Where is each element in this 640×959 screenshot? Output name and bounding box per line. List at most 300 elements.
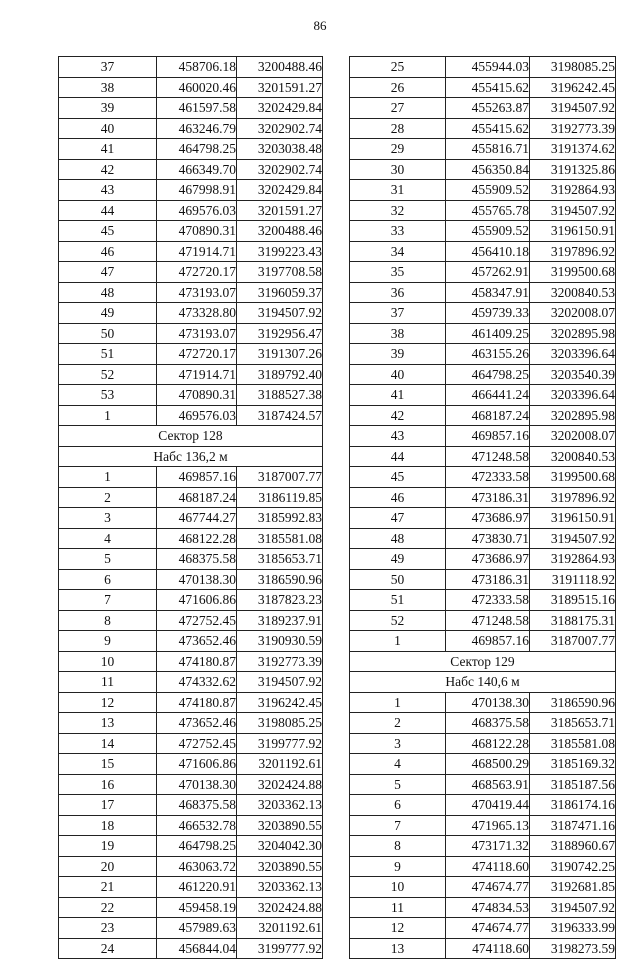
- x-coordinate-cell: 463246.79: [157, 118, 237, 139]
- table-row: [350, 815, 616, 836]
- x-coordinate-cell: 471248.58: [446, 610, 530, 631]
- point-number-cell: 49: [350, 549, 446, 570]
- point-number-cell: 37: [350, 303, 446, 324]
- x-coordinate-cell: 468187.24: [157, 487, 237, 508]
- table-row: [350, 713, 616, 734]
- table-row: [350, 180, 616, 201]
- coordinates-table-left: [58, 56, 323, 959]
- x-coordinate-cell: 473193.07: [157, 323, 237, 344]
- point-number-cell: 3: [350, 733, 446, 754]
- table-row: [350, 631, 616, 652]
- x-coordinate-cell: 464798.25: [157, 836, 237, 857]
- table-row: [350, 200, 616, 221]
- table-row: [350, 795, 616, 816]
- point-number-cell: 20: [59, 856, 157, 877]
- y-coordinate-cell: 3201192.61: [237, 918, 323, 939]
- table-row: [59, 631, 323, 652]
- x-coordinate-cell: 474118.60: [446, 856, 530, 877]
- y-coordinate-cell: 3203396.64: [530, 344, 616, 365]
- x-coordinate-cell: 459739.33: [446, 303, 530, 324]
- point-number-cell: 51: [350, 590, 446, 611]
- x-coordinate-cell: 461409.25: [446, 323, 530, 344]
- table-row: [350, 774, 616, 795]
- table-row: [59, 344, 323, 365]
- point-number-cell: 15: [59, 754, 157, 775]
- point-number-cell: 48: [59, 282, 157, 303]
- point-number-cell: 47: [59, 262, 157, 283]
- point-number-cell: 43: [350, 426, 446, 447]
- y-coordinate-cell: 3192864.93: [530, 549, 616, 570]
- x-coordinate-cell: 472333.58: [446, 467, 530, 488]
- table-row: [350, 467, 616, 488]
- y-coordinate-cell: 3194507.92: [530, 528, 616, 549]
- y-coordinate-cell: 3185653.71: [237, 549, 323, 570]
- x-coordinate-cell: 469857.16: [446, 426, 530, 447]
- y-coordinate-cell: 3203890.55: [237, 815, 323, 836]
- y-coordinate-cell: 3190742.25: [530, 856, 616, 877]
- x-coordinate-cell: 455944.03: [446, 57, 530, 78]
- point-number-cell: 50: [350, 569, 446, 590]
- point-number-cell: 27: [350, 98, 446, 119]
- point-number-cell: 12: [59, 692, 157, 713]
- x-coordinate-cell: 473328.80: [157, 303, 237, 324]
- point-number-cell: 45: [59, 221, 157, 242]
- y-coordinate-cell: 3196242.45: [530, 77, 616, 98]
- table-row: [59, 836, 323, 857]
- point-number-cell: 28: [350, 118, 446, 139]
- y-coordinate-cell: 3187823.23: [237, 590, 323, 611]
- y-coordinate-cell: 3198085.25: [530, 57, 616, 78]
- y-coordinate-cell: 3203396.64: [530, 385, 616, 406]
- y-coordinate-cell: 3196150.91: [530, 508, 616, 529]
- x-coordinate-cell: 471965.13: [446, 815, 530, 836]
- table-row: [350, 938, 616, 959]
- y-coordinate-cell: 3202429.84: [237, 180, 323, 201]
- y-coordinate-cell: 3186590.96: [530, 692, 616, 713]
- y-coordinate-cell: 3194507.92: [530, 897, 616, 918]
- table-row: [59, 98, 323, 119]
- point-number-cell: 21: [59, 877, 157, 898]
- x-coordinate-cell: 471914.71: [157, 364, 237, 385]
- table-row: [350, 610, 616, 631]
- point-number-cell: 52: [59, 364, 157, 385]
- y-coordinate-cell: 3202895.98: [530, 405, 616, 426]
- point-number-cell: 43: [59, 180, 157, 201]
- table-row: [350, 385, 616, 406]
- table-row: [59, 795, 323, 816]
- point-number-cell: 1: [59, 405, 157, 426]
- x-coordinate-cell: 466349.70: [157, 159, 237, 180]
- table-row: [59, 303, 323, 324]
- x-coordinate-cell: 470138.30: [157, 774, 237, 795]
- point-number-cell: 24: [59, 938, 157, 959]
- y-coordinate-cell: 3186119.85: [237, 487, 323, 508]
- table-row: [59, 57, 323, 78]
- table-row: [59, 241, 323, 262]
- table-row: [59, 590, 323, 611]
- table-row: [59, 938, 323, 959]
- table-row: [350, 549, 616, 570]
- point-number-cell: 7: [350, 815, 446, 836]
- point-number-cell: 8: [350, 836, 446, 857]
- y-coordinate-cell: 3196059.37: [237, 282, 323, 303]
- x-coordinate-cell: 468500.29: [446, 754, 530, 775]
- point-number-cell: 31: [350, 180, 446, 201]
- x-coordinate-cell: 458347.91: [446, 282, 530, 303]
- y-coordinate-cell: 3186174.16: [530, 795, 616, 816]
- point-number-cell: 39: [350, 344, 446, 365]
- y-coordinate-cell: 3199777.92: [237, 938, 323, 959]
- point-number-cell: 10: [350, 877, 446, 898]
- y-coordinate-cell: 3186590.96: [237, 569, 323, 590]
- sector-header-row: [350, 672, 616, 693]
- sector-header-text: Сектор 128: [59, 426, 323, 447]
- point-number-cell: 47: [350, 508, 446, 529]
- point-number-cell: 4: [59, 528, 157, 549]
- table-row: [350, 159, 616, 180]
- x-coordinate-cell: 473652.46: [157, 631, 237, 652]
- y-coordinate-cell: 3196333.99: [530, 918, 616, 939]
- table-row: [59, 733, 323, 754]
- x-coordinate-cell: 455816.71: [446, 139, 530, 160]
- x-coordinate-cell: 464798.25: [157, 139, 237, 160]
- y-coordinate-cell: 3187007.77: [237, 467, 323, 488]
- y-coordinate-cell: 3203362.13: [237, 795, 323, 816]
- y-coordinate-cell: 3202902.74: [237, 159, 323, 180]
- y-coordinate-cell: 3187007.77: [530, 631, 616, 652]
- y-coordinate-cell: 3202424.88: [237, 897, 323, 918]
- point-number-cell: 40: [59, 118, 157, 139]
- x-coordinate-cell: 466441.24: [446, 385, 530, 406]
- y-coordinate-cell: 3202424.88: [237, 774, 323, 795]
- x-coordinate-cell: 473686.97: [446, 508, 530, 529]
- y-coordinate-cell: 3189515.16: [530, 590, 616, 611]
- point-number-cell: 45: [350, 467, 446, 488]
- point-number-cell: 29: [350, 139, 446, 160]
- y-coordinate-cell: 3191307.26: [237, 344, 323, 365]
- y-coordinate-cell: 3196242.45: [237, 692, 323, 713]
- y-coordinate-cell: 3200488.46: [237, 57, 323, 78]
- y-coordinate-cell: 3188175.31: [530, 610, 616, 631]
- x-coordinate-cell: 472720.17: [157, 262, 237, 283]
- x-coordinate-cell: 474674.77: [446, 918, 530, 939]
- sector-header-text: Набс 140,6 м: [350, 672, 616, 693]
- table-row: [350, 569, 616, 590]
- point-number-cell: 6: [350, 795, 446, 816]
- point-number-cell: 46: [59, 241, 157, 262]
- y-coordinate-cell: 3201591.27: [237, 77, 323, 98]
- point-number-cell: 9: [59, 631, 157, 652]
- x-coordinate-cell: 473186.31: [446, 487, 530, 508]
- x-coordinate-cell: 458706.18: [157, 57, 237, 78]
- point-number-cell: 3: [59, 508, 157, 529]
- y-coordinate-cell: 3198085.25: [237, 713, 323, 734]
- table-row: [59, 364, 323, 385]
- point-number-cell: 11: [350, 897, 446, 918]
- y-coordinate-cell: 3189792.40: [237, 364, 323, 385]
- y-coordinate-cell: 3202902.74: [237, 118, 323, 139]
- point-number-cell: 19: [59, 836, 157, 857]
- x-coordinate-cell: 457262.91: [446, 262, 530, 283]
- point-number-cell: 53: [59, 385, 157, 406]
- point-number-cell: 34: [350, 241, 446, 262]
- point-number-cell: 26: [350, 77, 446, 98]
- table-row: [350, 241, 616, 262]
- y-coordinate-cell: 3192956.47: [237, 323, 323, 344]
- point-number-cell: 6: [59, 569, 157, 590]
- y-coordinate-cell: 3191374.62: [530, 139, 616, 160]
- y-coordinate-cell: 3199500.68: [530, 467, 616, 488]
- y-coordinate-cell: 3201591.27: [237, 200, 323, 221]
- table-row: [350, 139, 616, 160]
- point-number-cell: 37: [59, 57, 157, 78]
- y-coordinate-cell: 3202008.07: [530, 303, 616, 324]
- x-coordinate-cell: 470138.30: [446, 692, 530, 713]
- table-row: [59, 815, 323, 836]
- y-coordinate-cell: 3199223.43: [237, 241, 323, 262]
- table-row: [59, 159, 323, 180]
- x-coordinate-cell: 468122.28: [446, 733, 530, 754]
- sector-header-text: Набс 136,2 м: [59, 446, 323, 467]
- x-coordinate-cell: 470890.31: [157, 221, 237, 242]
- table-row: [59, 569, 323, 590]
- x-coordinate-cell: 455909.52: [446, 221, 530, 242]
- x-coordinate-cell: 473830.71: [446, 528, 530, 549]
- point-number-cell: 1: [350, 692, 446, 713]
- y-coordinate-cell: 3199777.92: [237, 733, 323, 754]
- table-row: [59, 487, 323, 508]
- table-row: [350, 98, 616, 119]
- x-coordinate-cell: 463063.72: [157, 856, 237, 877]
- point-number-cell: 7: [59, 590, 157, 611]
- y-coordinate-cell: 3185187.56: [530, 774, 616, 795]
- table-row: [59, 528, 323, 549]
- table-row: [59, 549, 323, 570]
- table-row: [59, 672, 323, 693]
- y-coordinate-cell: 3190930.59: [237, 631, 323, 652]
- y-coordinate-cell: 3204042.30: [237, 836, 323, 857]
- table-row: [59, 651, 323, 672]
- x-coordinate-cell: 472752.45: [157, 733, 237, 754]
- table-row: [59, 118, 323, 139]
- x-coordinate-cell: 471248.58: [446, 446, 530, 467]
- point-number-cell: 22: [59, 897, 157, 918]
- point-number-cell: 1: [350, 631, 446, 652]
- table-row: [350, 877, 616, 898]
- table-row: [59, 918, 323, 939]
- table-row: [59, 508, 323, 529]
- point-number-cell: 52: [350, 610, 446, 631]
- x-coordinate-cell: 473171.32: [446, 836, 530, 857]
- point-number-cell: 13: [59, 713, 157, 734]
- table-row: [59, 610, 323, 631]
- y-coordinate-cell: 3185653.71: [530, 713, 616, 734]
- point-number-cell: 5: [59, 549, 157, 570]
- table-row: [350, 426, 616, 447]
- page-number: 86: [313, 18, 327, 33]
- x-coordinate-cell: 473186.31: [446, 569, 530, 590]
- table-row: [350, 733, 616, 754]
- x-coordinate-cell: 470138.30: [157, 569, 237, 590]
- y-coordinate-cell: 3198273.59: [530, 938, 616, 959]
- y-coordinate-cell: 3185581.08: [530, 733, 616, 754]
- x-coordinate-cell: 456350.84: [446, 159, 530, 180]
- sector-header-text: Сектор 129: [350, 651, 616, 672]
- y-coordinate-cell: 3185169.32: [530, 754, 616, 775]
- sector-header-row: [59, 426, 323, 447]
- x-coordinate-cell: 468375.58: [157, 795, 237, 816]
- y-coordinate-cell: 3189237.91: [237, 610, 323, 631]
- table-row: [350, 364, 616, 385]
- x-coordinate-cell: 455909.52: [446, 180, 530, 201]
- x-coordinate-cell: 473193.07: [157, 282, 237, 303]
- point-number-cell: 38: [350, 323, 446, 344]
- table-row: [350, 487, 616, 508]
- point-number-cell: 5: [350, 774, 446, 795]
- x-coordinate-cell: 474332.62: [157, 672, 237, 693]
- point-number-cell: 42: [59, 159, 157, 180]
- table-row: [350, 405, 616, 426]
- table-row: [59, 282, 323, 303]
- table-row: [59, 774, 323, 795]
- y-coordinate-cell: 3185992.83: [237, 508, 323, 529]
- x-coordinate-cell: 455415.62: [446, 118, 530, 139]
- x-coordinate-cell: 466532.78: [157, 815, 237, 836]
- y-coordinate-cell: 3197896.92: [530, 241, 616, 262]
- y-coordinate-cell: 3202429.84: [237, 98, 323, 119]
- point-number-cell: 44: [59, 200, 157, 221]
- point-number-cell: 17: [59, 795, 157, 816]
- x-coordinate-cell: 474834.53: [446, 897, 530, 918]
- table-row: [59, 221, 323, 242]
- x-coordinate-cell: 474180.87: [157, 692, 237, 713]
- y-coordinate-cell: 3203890.55: [237, 856, 323, 877]
- y-coordinate-cell: 3203540.39: [530, 364, 616, 385]
- table-row: [350, 303, 616, 324]
- y-coordinate-cell: 3201192.61: [237, 754, 323, 775]
- point-number-cell: 38: [59, 77, 157, 98]
- x-coordinate-cell: 468187.24: [446, 405, 530, 426]
- x-coordinate-cell: 456844.04: [157, 938, 237, 959]
- table-row: [350, 221, 616, 242]
- table-row: [350, 282, 616, 303]
- y-coordinate-cell: 3200840.53: [530, 282, 616, 303]
- x-coordinate-cell: 473652.46: [157, 713, 237, 734]
- point-number-cell: 39: [59, 98, 157, 119]
- table-row: [350, 508, 616, 529]
- y-coordinate-cell: 3194507.92: [237, 303, 323, 324]
- table-row: [59, 385, 323, 406]
- point-number-cell: 42: [350, 405, 446, 426]
- table-row: [350, 754, 616, 775]
- y-coordinate-cell: 3185581.08: [237, 528, 323, 549]
- table-row: [350, 528, 616, 549]
- y-coordinate-cell: 3191118.92: [530, 569, 616, 590]
- y-coordinate-cell: 3194507.92: [237, 672, 323, 693]
- table-row: [59, 405, 323, 426]
- x-coordinate-cell: 457989.63: [157, 918, 237, 939]
- table-row: [350, 57, 616, 78]
- point-number-cell: 49: [59, 303, 157, 324]
- x-coordinate-cell: 469576.03: [157, 200, 237, 221]
- table-row: [59, 262, 323, 283]
- y-coordinate-cell: 3188527.38: [237, 385, 323, 406]
- y-coordinate-cell: 3194507.92: [530, 98, 616, 119]
- point-number-cell: 35: [350, 262, 446, 283]
- point-number-cell: 13: [350, 938, 446, 959]
- x-coordinate-cell: 467744.27: [157, 508, 237, 529]
- y-coordinate-cell: 3196150.91: [530, 221, 616, 242]
- point-number-cell: 36: [350, 282, 446, 303]
- y-coordinate-cell: 3192773.39: [237, 651, 323, 672]
- x-coordinate-cell: 461220.91: [157, 877, 237, 898]
- table-row: [59, 200, 323, 221]
- point-number-cell: 10: [59, 651, 157, 672]
- x-coordinate-cell: 470890.31: [157, 385, 237, 406]
- table-row: [59, 467, 323, 488]
- y-coordinate-cell: 3200488.46: [237, 221, 323, 242]
- table-row: [350, 446, 616, 467]
- point-number-cell: 51: [59, 344, 157, 365]
- x-coordinate-cell: 463155.26: [446, 344, 530, 365]
- coordinates-table-right: [349, 56, 616, 959]
- point-number-cell: 16: [59, 774, 157, 795]
- sector-header-row: [350, 651, 616, 672]
- point-number-cell: 14: [59, 733, 157, 754]
- table-row: [350, 344, 616, 365]
- point-number-cell: 2: [59, 487, 157, 508]
- x-coordinate-cell: 469857.16: [157, 467, 237, 488]
- table-row: [59, 713, 323, 734]
- x-coordinate-cell: 468563.91: [446, 774, 530, 795]
- table-row: [350, 856, 616, 877]
- point-number-cell: 2: [350, 713, 446, 734]
- y-coordinate-cell: 3203038.48: [237, 139, 323, 160]
- x-coordinate-cell: 455415.62: [446, 77, 530, 98]
- y-coordinate-cell: 3192681.85: [530, 877, 616, 898]
- table-row: [350, 118, 616, 139]
- point-number-cell: 4: [350, 754, 446, 775]
- y-coordinate-cell: 3187471.16: [530, 815, 616, 836]
- table-row: [59, 323, 323, 344]
- point-number-cell: 50: [59, 323, 157, 344]
- table-row: [59, 180, 323, 201]
- x-coordinate-cell: 459458.19: [157, 897, 237, 918]
- x-coordinate-cell: 467998.91: [157, 180, 237, 201]
- y-coordinate-cell: 3202895.98: [530, 323, 616, 344]
- x-coordinate-cell: 468375.58: [157, 549, 237, 570]
- point-number-cell: 8: [59, 610, 157, 631]
- point-number-cell: 1: [59, 467, 157, 488]
- table-row: [59, 856, 323, 877]
- sector-header-row: [59, 446, 323, 467]
- point-number-cell: 46: [350, 487, 446, 508]
- point-number-cell: 33: [350, 221, 446, 242]
- x-coordinate-cell: 468122.28: [157, 528, 237, 549]
- point-number-cell: 11: [59, 672, 157, 693]
- x-coordinate-cell: 474180.87: [157, 651, 237, 672]
- y-coordinate-cell: 3194507.92: [530, 200, 616, 221]
- point-number-cell: 18: [59, 815, 157, 836]
- y-coordinate-cell: 3197896.92: [530, 487, 616, 508]
- x-coordinate-cell: 472720.17: [157, 344, 237, 365]
- x-coordinate-cell: 473686.97: [446, 549, 530, 570]
- x-coordinate-cell: 474674.77: [446, 877, 530, 898]
- y-coordinate-cell: 3203362.13: [237, 877, 323, 898]
- x-coordinate-cell: 470419.44: [446, 795, 530, 816]
- x-coordinate-cell: 472752.45: [157, 610, 237, 631]
- y-coordinate-cell: 3192864.93: [530, 180, 616, 201]
